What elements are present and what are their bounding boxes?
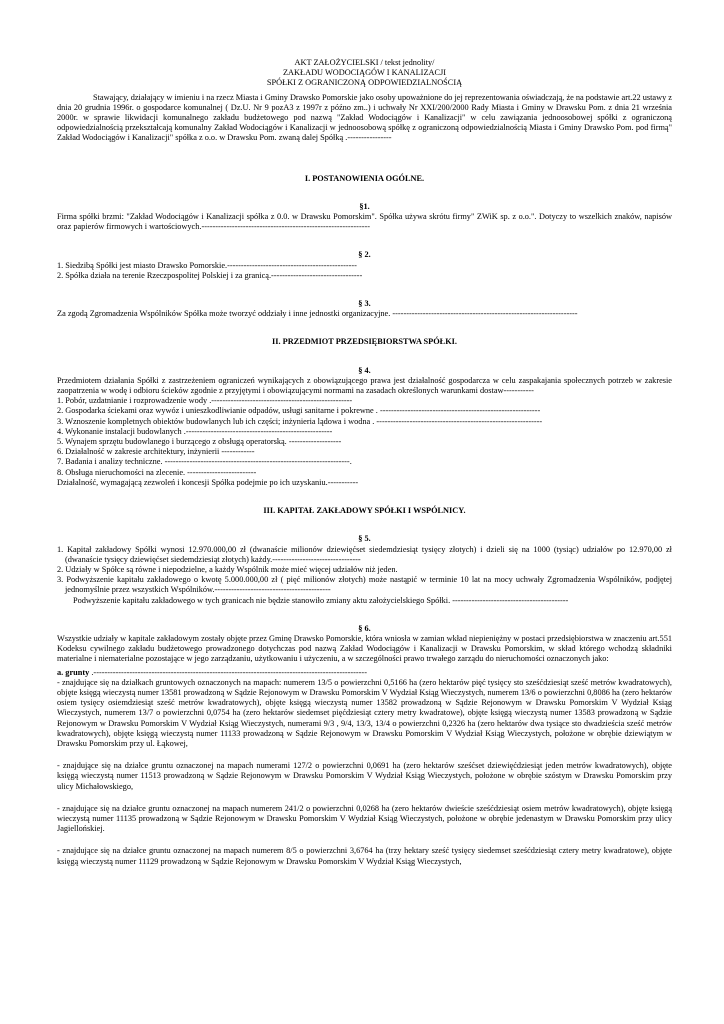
list-item: 2. Spółka działa na terenie Rzeczpospolitej Polskiej i za granicą.--------------------------------- [57,270,363,280]
list-item: 4. Wykonanie instalacji budowlanych .----------------------------------------------------- [57,426,333,436]
paragraph-text: Działalność, wymagającą zezwoleń i koncesji Spółka podejmie po ich uzyskaniu.----------- [57,477,359,487]
paragraph-number: § 4. [358,365,371,375]
list-item: - znajdujące się na działkach gruntowych oznaczonych na mapach: numerem 13/5 o powierzchni 0,5166 ha (zero hektarów pięć tysięcy sto sześćdziesiąt sześć metrów kwadratowych), objęte księgą wieczystą numer 13581 prowadzoną w Sądzie Rejonowym w Drawsku Pomorskim V Wydział Ksiąg Wieczystych, numerem 13/6 o powierzchni 0,8086 ha (zero hektarów osiem tysięcy osiemdziesiąt sześć metrów kwadratowych), objęte księgą wieczystą numer 13582 prowadzoną w Sądzie Rejonowym w Drawsku Pomorskim V Wydział Ksiąg Wieczystych, numerem 13/7 o powierzchni 0,0754 ha (zero hektarów siedemset pięćdziesiąt cztery metry kwadratowe), objęte księgą wieczystą numer 13583 prowadzoną w Sądzie Rejonowym w Drawsku Pomorskim V Wydział Ksiąg Wieczystych, numerami 9/3 , 9/4, 13/3, 13/4 o powierzchni 0,2326 ha (zero hektarów dwa tysiące sto dwadzieścia sześć metrów kwadratowych), objęte księgą wieczystą numer 11133 prowadzoną w Sądzie Rejonowym w Drawsku Pomorskim V Wydział Ksiąg Wieczystych, położone w obrębie dziewiątym w Drawsku Pomorskim przy ul. Łąkowej, [57,677,672,748]
title-line: ZAKŁADU WODOCIĄGÓW I KANALIZACJI [282,68,447,78]
list-item: 2. Udziały w Spółce są równe i niepodzielne, a każdy Wspólnik może mieć więcej udziałów niż jeden. [57,564,398,574]
list-item: 7. Badania i analizy techniczne. -------------------------------------------------------------------. [57,457,352,467]
list-item: 3. Podwyższenie kapitału zakładowego o kwotę 5.000.000,00 zł ( pięć milionów złotych) może nastąpić w terminie 10 lat na mocy uchwały Zgromadzenia Wspólników, podjętej jednomyślnie przez wszystkich Wspólników.------------------------------------------ [57,575,672,595]
title-line: SPÓŁKI Z OGRANICZONĄ ODPOWIEDZIALNOŚCIĄ [266,78,463,88]
list-item: 2. Gospodarka ściekami oraz wywóz i unieszkodliwianie odpadów, usługi sanitarne i pokrewne . ---------------------------------------------------------- [57,406,541,416]
intro-paragraph: Stawający, działający w imieniu i na rzecz Miasta i Gminy Drawsko Pomorskie jako osoby upoważnione do jej reprezentowania oświadczają, że na podstawie art.22 ustawy z dnia 20 grudnia 1996r. o gospodarce komunalnej ( Dz.U. Nr 9 pozA3 z 1997r z późno zm..) i uchwały Nr XXI/200/2000 Rady Miasta i Gminy w Drawsku Pom. z dnia 21 września 2000r. w sprawie likwidacji komunalnego zakładu budżetowego pod nazwą "Zakład Wodociągów i Kanalizacji" w celu zawiązania jednoosobowej spółki z ograniczoną odpowiedzialnością przekształcają komunalny Zakład Wodociągów i Kanalizacji w jednoosobową spółkę z ograniczoną odpowiedzialnością Miasta i Gminy Drawsko Pom. pod firmą" Zakład Wodociągów i Kanalizacji" spółka z o.o. w Drawsku Pom. zwaną dalej Spółką .---------------- [57,92,672,143]
list-item: - znajdujące się na działce gruntu oznaczonej na mapach numerem 8/5 o powierzchni 3,6764 ha (trzy hektary sześć tysięcy siedemset sześćdziesiąt cztery metry kwadratowe), objęte księgą wieczystą numer 11129 prowadzoną w Sądzie Rejonowym w Drawsku Pomorskim V Wydział Ksiąg Wieczystych, [57,846,672,866]
paragraph-number: § 2. [358,250,371,260]
paragraph-number: § 6. [358,623,371,633]
list-item: 3. Wznoszenie kompletnych obiektów budowlanych lub ich części; inżynieria lądowa i wodna . ------------------------------------------------------------ [57,416,543,426]
grunty-dashes: .--------------------------------------------------------------------------------------------------- [89,667,367,677]
paragraph-text: Wszystkie udziały w kapitale zakładowym zostały objęte przez Gminę Drawsko Pomorskie, która wniosła w zamian wkład niepieniężny w postaci przedsiębiorstwa w znaczeniu art.551 Kodeksu cywilnego zakładu budżetowego prowadzonego dotychczas pod nazwą Zakład Wodociągów i Kanalizacji w Drawsku Pomorskim, w skład którego wchodzą składniki materialne i niematerialne pozostające w jego zarządzaniu, użytkowaniu i użyczeniu, a w szczególności prawo trwałego zarządu do nieruchomości oznaczonych jako: [57,633,672,664]
grunty-label: a. grunty [57,667,90,677]
paragraph-number: § 3. [358,299,371,309]
grunty-heading [57,668,672,678]
section-heading: I. POSTANOWIENIA OGÓLNE. [304,173,425,183]
section-heading: II. PRZEDMIOT PRZEDSIĘBIORSTWA SPÓŁKI. [272,337,457,347]
list-item: 8. Obsługa nieruchomości na zlecenie. ------------------------- [57,467,257,477]
list-item: 1. Siedzibą Spółki jest miasto Drawsko Pomorskie.----------------------------------------------- [57,260,357,270]
list-item: 6. Działalność w zakresie architektury, inżynierii ------------ [57,447,255,457]
paragraph-text: Podwyższenie kapitału zakładowego w tych granicach nie będzie stanowiło zmiany aktu założycielskiego Spółki. ------------------------------------------ [73,595,569,605]
list-item: 1. Pobór, uzdatnianie i rozprowadzenie wody .--------------------------------------------------- [57,396,353,406]
paragraph-text: Przedmiotem działania Spółki z zastrzeżeniem ograniczeń wynikających z obowiązującego prawa jest działalność gospodarcza w celu zaspakajania społecznych potrzeb w zakresie zaopatrzenia w wodę i odbioru ścieków zgodnie z przyjętymi i obowiązującymi normami na zasadach określonych warunkami dostaw----------- [57,375,672,396]
paragraph-number: §1. [359,201,370,211]
section-heading: III. KAPITAŁ ZAKŁADOWY SPÓŁKI I WSPÓLNICY. [263,506,466,516]
paragraph-text: Firma spółki brzmi: "Zakład Wodociągów i Kanalizacji spółka z 0.0. w Drawsku Pomorskim". Spółka używa skrótu firmy" ZWiK sp. z o.o.". Dotyczy to wszelkich znaków, napisów oraz papierów firmowych i wartościowych.------------------------------------------------------------- [57,212,672,232]
list-item: 5. Wynajem sprzętu budowlanego i burzącego z obsługą operatorską. ------------------- [57,437,342,447]
paragraph-text: Za zgodą Zgromadzenia Wspólników Spółka może tworzyć oddziały i inne jednostki organizacyjne. ------------------------------------------------------------------- [57,309,578,319]
list-item: 1. Kapitał zakładowy Spółki wynosi 12.970.000,00 zł (dwanaście milionów dziewięćset siedemdziesiąt tysięcy złotych) i dzieli się na 1000 (tysiąc) udziałów po 12.970,00 zł (dwanaście tysięcy dziewięćset siedemdziesiąt złotych) każdy.-------------------------------- [57,544,672,564]
list-item: - znajdujące się na działce gruntu oznaczonej na mapach numerami 127/2 o powierzchni 0,0691 ha (zero hektarów sześćset dziewięćdziesiąt jeden metrów kwadratowych), objęte księgą wieczystą numer 11513 prowadzoną w Sądzie Rejonowym w Drawsku Pomorskim V Wydział Ksiąg Wieczystych, położone w obrębie szóstym w Drawsku Pomorskim przy ulicy Michałowskiego, [57,761,672,791]
paragraph-number: § 5. [358,534,371,544]
list-item: - znajdujące się na działce gruntu oznaczonej na mapach numerem 241/2 o powierzchni 0,0268 ha (zero hektarów dwieście sześćdziesiąt osiem metrów kwadratowych), objęte księgą wieczystą numer 11135 prowadzoną w Sądzie Rejonowym w Drawsku Pomorskim V Wydział Ksiąg Wieczystych, położone w obrębie jedenastym w Drawsku Pomorskim przy ulicy Jagiellońskiej. [57,803,672,834]
document-title [57,58,672,89]
title-line: AKT ZAŁOŻYCIELSKI / tekst jednolity/ [294,58,435,67]
